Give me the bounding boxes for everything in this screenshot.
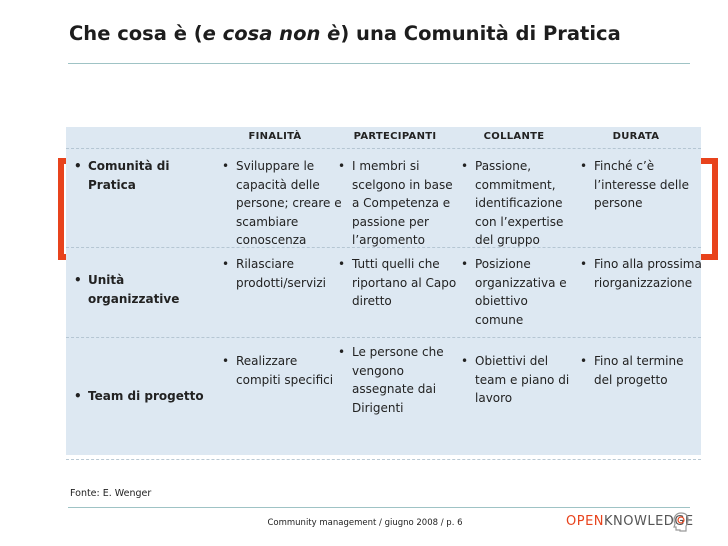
cell-unita-partecipanti: • Tutti quelli che riportano al Capo diretto [338,255,460,311]
cell-unita-finalita: • Rilasciare prodotti/servizi [222,255,342,292]
right-bracket [700,158,718,260]
logo-part-open: OPEN [566,514,605,529]
source-note: Fonte: E. Wenger [70,488,152,499]
row-separator [66,247,701,249]
cell-team-durata: • Fino al termine del progetto [580,352,702,389]
cell-unita-durata: • Fino alla prossima riorganizzazione [580,255,702,292]
row-label-unita: • Unità organizzative [74,271,204,308]
header-collante: COLLANTE [483,131,545,142]
header-partecipanti: PARTECIPANTI [353,131,437,142]
cell-comunita-durata: • Finché c’è l’interesse delle persone [580,157,702,213]
cell-team-finalita: • Realizzare compiti specifici [222,352,342,389]
logo-part-knowledge: KNOWLEDGE [604,514,694,529]
title-part-2: e cosa non è [202,22,341,45]
row-separator [66,337,701,339]
footer-text: Community management / giugno 2008 / p. 6 [267,518,463,528]
title-part-1: Che cosa è ( [69,22,203,45]
cell-team-partecipanti: • Le persone che vengono assegnate dai Dirigenti [338,343,460,417]
header-separator [66,148,701,150]
title-rule [68,63,690,64]
footer-rule [68,507,690,508]
head-icon [672,512,690,532]
header-durata: DURATA [612,131,660,142]
title-part-3: ) una Comunità di Pratica [340,22,621,45]
cell-comunita-partecipanti: • I membri si scelgono in base a Competenza e passione per l’argomento [338,157,460,250]
row-label-comunita: • Comunità di Pratica [74,157,204,194]
slide-title [69,22,709,45]
row-label-team: • Team di progetto [74,387,214,406]
comparison-table [66,127,701,455]
cell-unita-collante: • Posizione organizzativa e obiettivo comune [461,255,579,329]
cell-team-collante: • Obiettivi del team e piano di lavoro [461,352,579,408]
header-finalita: FINALITÀ [248,131,302,142]
cell-comunita-collante: • Passione, commitment, identificazione con l’expertise del gruppo [461,157,579,250]
cell-comunita-finalita: • Sviluppare le capacità delle persone; creare e scambiare conoscenza [222,157,342,250]
